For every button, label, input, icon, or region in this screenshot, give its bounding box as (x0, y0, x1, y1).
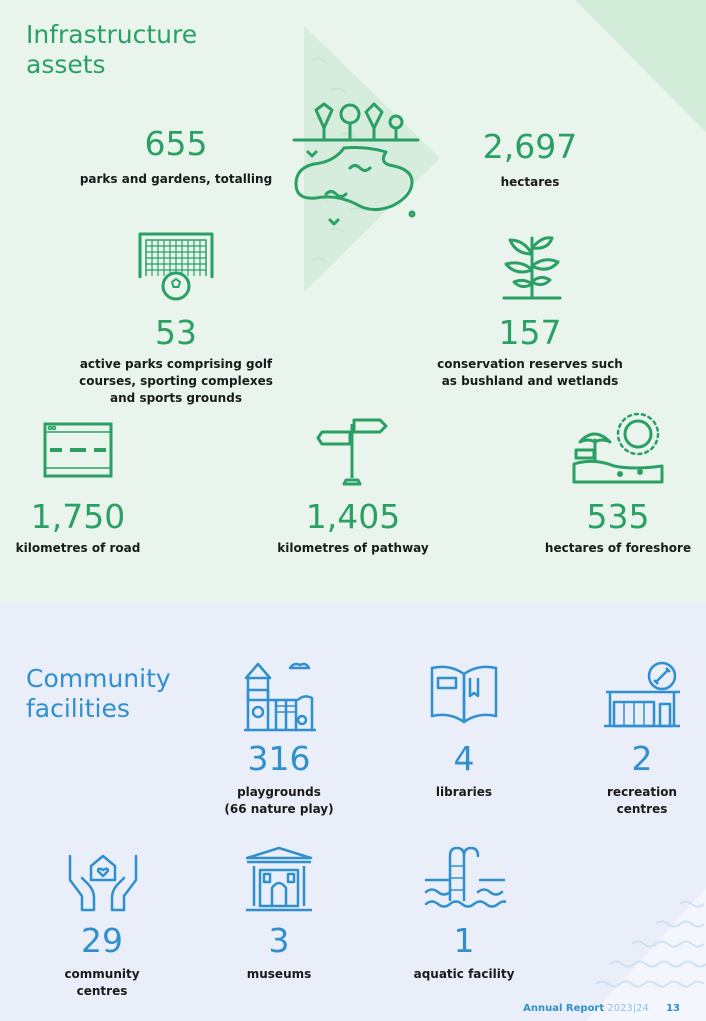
community-title-line2: facilities (26, 694, 130, 723)
road-icon (42, 420, 114, 480)
community-title (26, 664, 171, 724)
stat-conservation-value: 157 (498, 313, 562, 352)
plant-sprout-icon (496, 232, 568, 304)
stat-foreshore-value: 535 (586, 497, 650, 536)
stat-museums-value: 3 (268, 921, 290, 960)
stat-parks-value: 655 (144, 124, 208, 163)
playground-icon (242, 660, 318, 734)
stat-playgrounds (199, 740, 359, 818)
stat-pathway (253, 498, 453, 557)
stat-museums-label: museums (246, 967, 312, 981)
stat-conservation-label: conservation reserves such as bushland and wetlands (437, 357, 623, 388)
stat-recreation-value: 2 (631, 739, 653, 778)
community-section (0, 604, 706, 1021)
stat-active-parks-label: active parks comprising golf courses, sporting complexes and sports grounds (79, 357, 273, 405)
stat-hectares (430, 128, 630, 191)
museum-icon (244, 844, 314, 914)
stat-road-value: 1,750 (30, 497, 126, 536)
beach-sun-icon (570, 412, 666, 486)
stat-parks (76, 125, 276, 188)
footer-year: 2023|24 (607, 1003, 649, 1014)
book-library-icon (428, 660, 500, 726)
stat-playgrounds-label: playgrounds (66 nature play) (224, 785, 334, 816)
stat-pathway-label: kilometres of pathway (277, 541, 429, 555)
infrastructure-title-line2: assets (26, 50, 106, 79)
stat-aquatic (384, 922, 544, 983)
footer-report-title: Annual Report (523, 1003, 605, 1014)
footer-page-number: 13 (666, 1003, 680, 1014)
stat-museums (209, 922, 349, 983)
signpost-icon (316, 414, 390, 486)
infrastructure-title-line1: Infrastructure (26, 20, 198, 49)
stat-foreshore-label: hectares of foreshore (544, 541, 692, 555)
stat-recreation (572, 740, 706, 818)
stat-playgrounds-value: 316 (247, 739, 311, 778)
soccer-goal-icon (136, 230, 216, 302)
stat-libraries-value: 4 (453, 739, 475, 778)
stat-active-parks (76, 314, 276, 407)
hands-home-icon (66, 846, 140, 914)
stat-libraries (394, 740, 534, 801)
stat-pathway-value: 1,405 (305, 497, 401, 536)
stat-active-parks-value: 53 (155, 313, 197, 352)
page-footer (523, 1003, 680, 1014)
stat-community-centres-value: 29 (81, 921, 123, 960)
stat-recreation-label: recreation centres (607, 785, 677, 816)
park-lake-icon (290, 100, 422, 232)
stat-libraries-label: libraries (435, 785, 493, 799)
stat-aquatic-label: aquatic facility (413, 967, 515, 981)
recreation-centre-icon (602, 660, 682, 732)
stat-road (0, 498, 156, 557)
stat-road-label: kilometres of road (15, 541, 141, 555)
stat-parks-label: parks and gardens, totalling (79, 172, 273, 186)
stat-hectares-label: hectares (500, 175, 560, 189)
infrastructure-title (26, 20, 197, 80)
stat-conservation (420, 314, 640, 390)
stat-community-centres-label: community centres (64, 967, 140, 998)
pool-ladder-icon (424, 844, 506, 914)
stat-foreshore (528, 498, 706, 557)
stat-hectares-value: 2,697 (482, 127, 578, 166)
stat-aquatic-value: 1 (453, 921, 475, 960)
stat-community-centres (32, 922, 172, 1000)
community-title-line1: Community (26, 664, 171, 693)
